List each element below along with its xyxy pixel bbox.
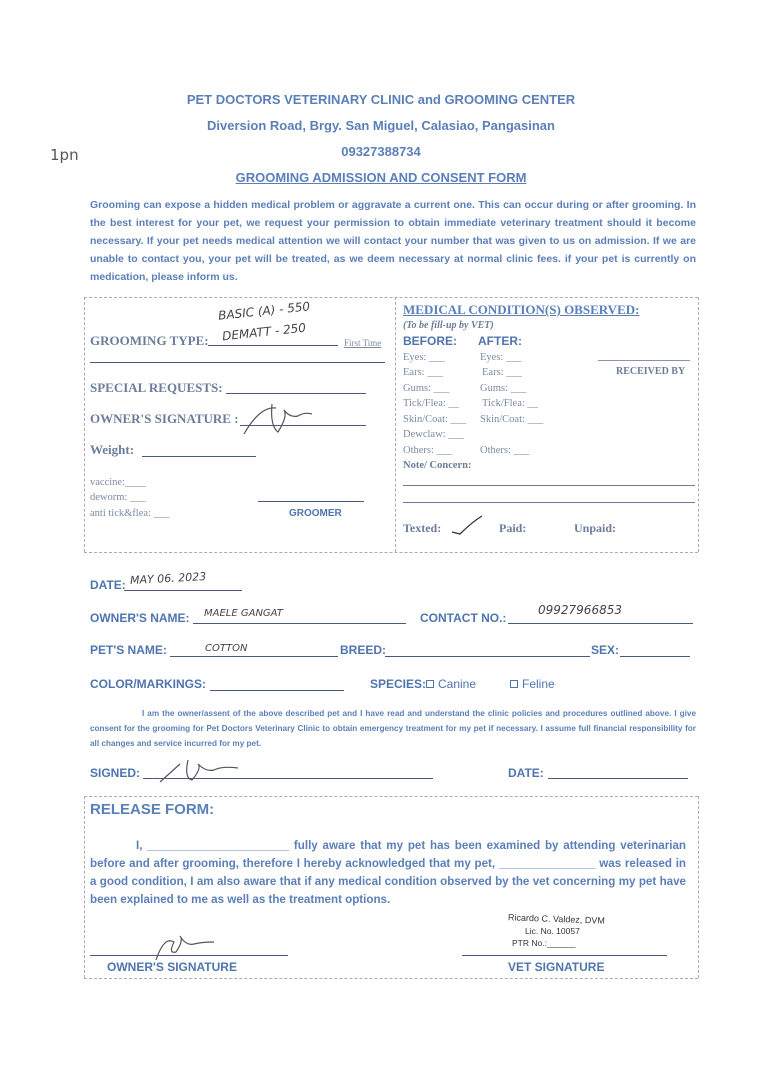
before-eyes: Eyes: ___ [403, 352, 445, 363]
signed-label: SIGNED: [90, 766, 141, 780]
texted-check [450, 514, 486, 536]
owner-name-label: OWNER'S NAME: [90, 611, 190, 625]
after-ears: Ears: ___ [482, 367, 522, 378]
release-title: RELEASE FORM: [90, 801, 215, 818]
grooming-type-value-2: DEMATT - 250 [221, 320, 307, 344]
before-others: Others: ___ [403, 445, 453, 456]
feline-label: Feline [522, 677, 555, 691]
paid-label: Paid: [499, 521, 527, 535]
color-markings-label: COLOR/MARKINGS: [90, 677, 206, 691]
species-label: SPECIES: [370, 677, 427, 691]
checkbox-icon [426, 680, 434, 688]
vet-subtitle: (To be fill-up by VET) [403, 320, 494, 331]
before-tick: Tick/Flea: __ [403, 398, 459, 409]
owner-signature-caption: OWNER'S SIGNATURE [107, 960, 237, 974]
sex-label: SEX: [591, 643, 620, 657]
release-text: I, ______________________ fully aware that my pet has been examined by attending veterinarian before and after grooming, therefore I hereby acknowledged that my pet, _______________ was released in a good condition, I am also aware that if any medical condition observed by the vet concerning my pet have been explained to me as well as the treatment options. [90, 839, 686, 906]
contact-label: CONTACT NO.: [420, 611, 507, 625]
grooming-type-label: GROOMING TYPE: [90, 333, 209, 348]
clinic-address: Diversion Road, Brgy. San Miguel, Calasiao, Pangasinan [207, 118, 555, 133]
before-ears: Ears: ___ [403, 367, 443, 378]
signed-signature-scribble [158, 756, 244, 786]
special-requests-label: SPECIAL REQUESTS: [90, 380, 223, 395]
form-title: GROOMING ADMISSION AND CONSENT FORM [235, 170, 527, 185]
after-skin: Skin/Coat: ___ [480, 414, 544, 425]
consent-text: I am the owner/assent of the above described pet and I have read and understand the clinic policies and procedures outlined above. I give consent for the grooming for Pet Doctors Veterinary Clinic to obtain emergency treatment for my pet if necessary. I assume full financial responsibility for all changes and service incurred for my pet. [90, 709, 696, 748]
canine-label: Canine [438, 677, 477, 691]
deworm-field: deworm: ___ [90, 492, 146, 503]
received-by-label: RECEIVED BY [616, 366, 686, 377]
pet-name-value: COTTON [205, 643, 248, 654]
clinic-phone: 09327388734 [341, 144, 421, 159]
margin-note: 1pn [50, 146, 79, 164]
species-canine-option[interactable] [426, 677, 476, 691]
signed-date-label: DATE: [508, 766, 544, 780]
date-value: MAY 06. 2023 [129, 570, 207, 587]
note-concern-label: Note/ Concern: [403, 460, 472, 471]
first-time-label: First Time [344, 338, 382, 348]
species-feline-option[interactable] [510, 677, 555, 691]
before-dewclaw: Dewclaw: ___ [403, 429, 464, 440]
vet-license: Lic. No. 10057 [525, 926, 580, 936]
vet-ptr: PTR No.:______ [512, 938, 576, 948]
anti-tick-field: anti tick&flea: ___ [90, 508, 170, 519]
date-label: DATE: [90, 578, 126, 592]
clinic-name: PET DOCTORS VETERINARY CLINIC and GROOMING CENTER [186, 92, 576, 107]
vet-signature-caption: VET SIGNATURE [508, 960, 605, 974]
pet-name-label: PET'S NAME: [90, 643, 167, 657]
medical-condition-title: MEDICAL CONDITION(S) OBSERVED: [403, 302, 640, 317]
unpaid-label: Unpaid: [574, 521, 617, 535]
before-gums: Gums: ___ [403, 383, 450, 394]
before-skin: Skin/Coat: ___ [403, 414, 467, 425]
grooming-type-value-1: BASIC (A) - 550 [217, 299, 311, 323]
after-eyes: Eyes: ___ [480, 352, 522, 363]
after-tick: Tick/Flea: __ [482, 398, 538, 409]
groomer-label: GROOMER [289, 508, 342, 519]
texted-label: Texted: [403, 521, 442, 535]
after-others: Others: ___ [480, 445, 530, 456]
owner-name-value: MAELE GANGAT [204, 608, 283, 619]
weight-label: Weight: [90, 442, 135, 457]
before-label: BEFORE: [403, 334, 457, 348]
owner-signature-label: OWNER'S SIGNATURE : [90, 411, 239, 426]
breed-label: BREED: [340, 643, 387, 657]
owner-signature-scribble [240, 396, 320, 440]
vaccine-field: vaccine:____ [90, 477, 146, 488]
release-owner-signature-scribble [150, 930, 220, 964]
after-gums: Gums: ___ [480, 383, 527, 394]
intro-text: Grooming can expose a hidden medical problem or aggravate a current one. This can occur during or after grooming. In the best interest for your pet, we request your permission to obtain immediate veterinary treatment should it become necessary. If your pet needs medical attention we will contact your number that was given to us on admission. If we are unable to contact you, your pet will be treated, as we deem necessary at normal clinic fees. if your pet is currently on medication, please inform us. [90, 199, 696, 283]
after-label: AFTER: [478, 334, 522, 348]
checkbox-icon [510, 680, 518, 688]
contact-value: 09927966853 [538, 603, 622, 617]
vet-name: Ricardo C. Valdez, DVM [507, 912, 606, 926]
